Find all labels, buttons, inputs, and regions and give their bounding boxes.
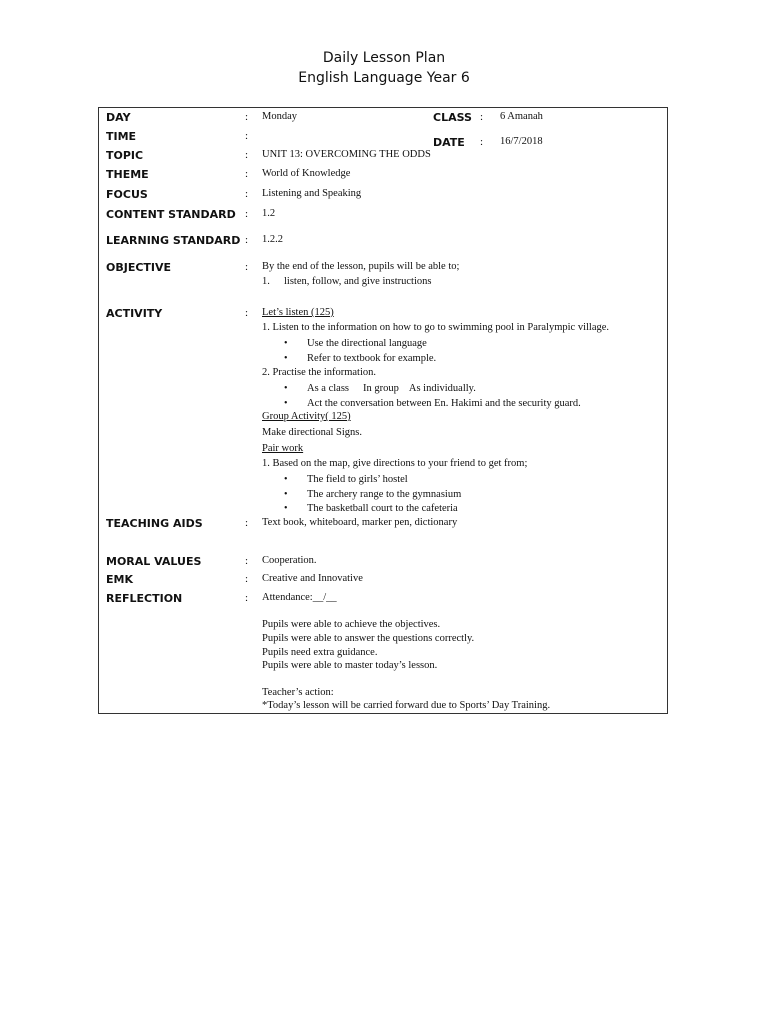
focus-value: Listening and Speaking: [262, 188, 362, 199]
class-colon: :: [480, 111, 484, 123]
step2-bullet-1: [307, 383, 476, 394]
reflection-label: REFLECTION: [106, 592, 183, 605]
step1-bullet-2: Refer to textbook for example.: [307, 353, 437, 364]
date-label: DATE: [433, 136, 465, 149]
step2-bullet-2: Act the conversation between En. Hakimi and the security guard.: [307, 398, 581, 409]
objective-item: listen, follow, and give instructions: [284, 276, 432, 287]
moral-values-value: Cooperation.: [262, 555, 317, 566]
class-value: 6 Amanah: [500, 111, 543, 122]
theme-label: THEME: [106, 168, 149, 181]
day-value: Monday: [262, 111, 297, 122]
date-value: 16/7/2018: [500, 136, 543, 147]
document-title: Daily Lesson Plan: [322, 50, 446, 66]
pair-bullet-1: The field to girls’ hostel: [307, 474, 408, 485]
learning-standard-value: 1.2.2: [262, 234, 283, 245]
time-label: TIME: [106, 130, 137, 143]
activity-label: ACTIVITY: [106, 307, 163, 320]
theme-value: World of Knowledge: [262, 168, 351, 179]
emk-colon: :: [245, 573, 249, 585]
activity-step-2: 2. Practise the information.: [262, 367, 377, 378]
topic-label: TOPIC: [106, 149, 144, 162]
activity-heading-pair: Pair work: [262, 443, 304, 454]
activity-heading-lets-listen: Let’s listen (125): [262, 307, 334, 318]
activity-colon: :: [245, 307, 249, 319]
bullet-icon: •: [284, 398, 288, 409]
step2-bullet-1-part-1: As a class: [307, 383, 349, 394]
objective-intro: By the end of the lesson, pupils will be able to;: [262, 261, 460, 272]
topic-value: UNIT 13: OVERCOMING THE ODDS: [262, 149, 431, 160]
emk-value: Creative and Innovative: [262, 573, 363, 584]
learning-standard-label: LEARNING STANDARD: [106, 234, 241, 247]
objective-item-number: 1.: [262, 276, 270, 287]
activity-step-1: 1. Listen to the information on how to go to swimming pool in Paralympic village.: [262, 322, 610, 333]
bullet-icon: •: [284, 474, 288, 485]
objective-label: OBJECTIVE: [106, 261, 172, 274]
day-label: DAY: [106, 111, 131, 124]
teaching-aids-value: Text book, whiteboard, marker pen, dictionary: [262, 517, 458, 528]
class-label: CLASS: [433, 111, 472, 124]
teachers-action-label: Teacher’s action:: [262, 687, 334, 698]
day-colon: :: [245, 111, 249, 123]
document-subtitle: English Language Year 6: [298, 70, 470, 86]
step1-bullet-1: Use the directional language: [307, 338, 427, 349]
teaching-aids-colon: :: [245, 517, 249, 529]
reflection-line-4: Pupils were able to master today’s lesson.: [262, 660, 438, 671]
moral-values-label: MORAL VALUES: [106, 555, 202, 568]
learning-standard-colon: :: [245, 234, 249, 246]
bullet-icon: •: [284, 338, 288, 349]
reflection-line-1: Pupils were able to achieve the objectives.: [262, 619, 441, 630]
reflection-line-2: Pupils were able to answer the questions correctly.: [262, 633, 475, 644]
step2-bullet-1-part-2: In group: [363, 383, 399, 394]
teaching-aids-label: TEACHING AIDS: [106, 517, 203, 530]
date-colon: :: [480, 136, 484, 148]
content-standard-value: 1.2: [262, 208, 276, 219]
step2-bullet-1-part-3: As individually.: [408, 383, 476, 394]
reflection-colon: :: [245, 592, 249, 604]
content-standard-label: CONTENT STANDARD: [106, 208, 236, 221]
bullet-icon: •: [284, 489, 288, 500]
focus-colon: :: [245, 188, 249, 200]
pair-bullet-3: The basketball court to the cafeteria: [307, 503, 458, 514]
bullet-icon: •: [284, 383, 288, 394]
topic-colon: :: [245, 149, 249, 161]
objective-colon: :: [245, 261, 249, 273]
activity-heading-group: Group Activity( 125): [262, 411, 351, 422]
emk-label: EMK: [106, 573, 133, 586]
reflection-attendance: Attendance:__/__: [262, 592, 337, 603]
pair-bullet-2: The archery range to the gymnasium: [307, 489, 462, 500]
group-activity-text: Make directional Signs.: [262, 427, 363, 438]
moral-values-colon: :: [245, 555, 249, 567]
focus-label: FOCUS: [106, 188, 148, 201]
time-colon: :: [245, 130, 249, 142]
pair-work-step: 1. Based on the map, give directions to your friend to get from;: [262, 458, 528, 469]
bullet-icon: •: [284, 503, 288, 514]
theme-colon: :: [245, 168, 249, 180]
content-standard-colon: :: [245, 208, 249, 220]
teachers-action-note: *Today’s lesson will be carried forward due to Sports’ Day Training.: [262, 700, 551, 711]
reflection-line-3: Pupils need extra guidance.: [262, 647, 378, 658]
bullet-icon: •: [284, 353, 288, 364]
